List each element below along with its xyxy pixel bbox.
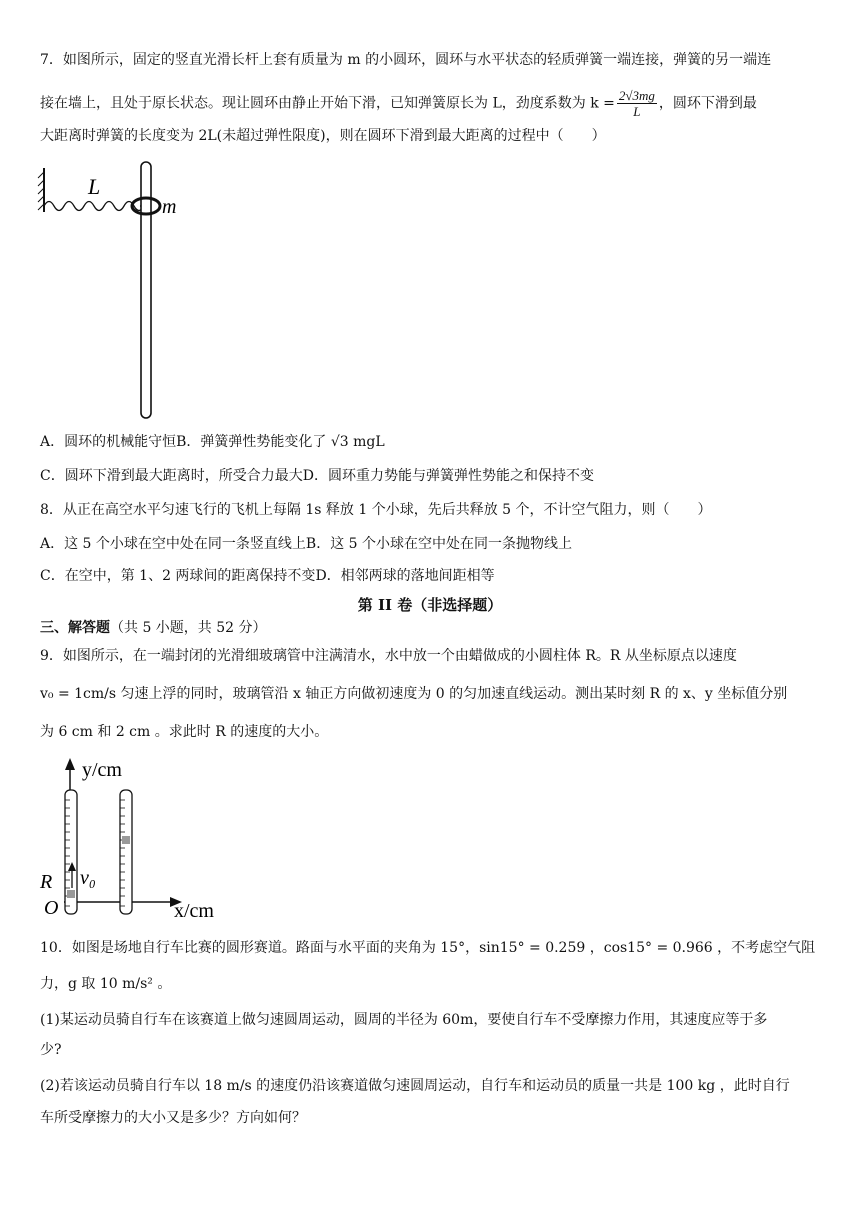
- spring-length-label: L: [88, 174, 101, 199]
- q7-stem-line-3: 大距离时弹簧的长度变为 2L(未超过弹性限度)，则在圆环下滑到最大距离的过程中（ ）: [40, 128, 606, 144]
- q10-part2-line-1: (2)若该运动员骑自行车以 18 m/s 的速度仍沿该赛道做匀速圆周运动，自行车和运动员的质量一共是 100 kg ，此时自行: [40, 1078, 790, 1094]
- q7-option-c: C．圆环下滑到最大距离时，所受合力最大: [40, 468, 303, 484]
- q10-stem-line-1: 10．如图是场地自行车比赛的圆形赛道。路面与水平面的夹角为 15°，sin15° = 0.259 ，cos15° = 0.966 ，不考虑空气阻: [40, 940, 816, 956]
- k-denominator: L: [633, 104, 641, 119]
- q10-part1-line-2: 少?: [40, 1042, 62, 1058]
- q10-stem-line-2: 力，g 取 10 m/s² 。: [40, 976, 172, 992]
- section-heading: [40, 618, 267, 638]
- q7-option-a: A．圆环的机械能守恒: [40, 434, 177, 450]
- q8-options-ab: [40, 534, 572, 554]
- q8-option-c: C．在空中，第 1、2 两球间的距离保持不变: [40, 568, 316, 584]
- q7-ring-spring-figure: [36, 160, 206, 422]
- q10-part1-line-1: (1)某运动员骑自行车在该赛道上做匀速圆周运动，圆周的半径为 60m，要使自行车不受摩擦力作用，其速度应等于多: [40, 1012, 768, 1028]
- q9-glass-tube-figure: [36, 756, 236, 922]
- q7-stem-line-2: [40, 88, 757, 119]
- y-axis-arrow: [65, 758, 75, 770]
- q7-option-d: D．圆环重力势能与弹簧弹性势能之和保持不变: [302, 468, 594, 484]
- q7-stem-line-2-pre: 接在墙上，且处于原长状态。现让圆环由静止开始下滑，已知弹簧原长为 L，劲度系数为 k =: [40, 95, 615, 112]
- q7-stem-line-1: 7．如图所示，固定的竖直光滑长杆上套有质量为 m 的小圆环，圆环与水平状态的轻质弹簧一端连接，弹簧的另一端连: [40, 52, 772, 68]
- q9-stem-line-2: v₀ = 1cm/s 匀速上浮的同时，玻璃管沿 x 轴正方向做初速度为 0 的匀加速直线运动。测出某时刻 R 的 x、y 坐标值分别: [40, 686, 788, 702]
- x-axis-label: x/cm: [174, 900, 214, 922]
- q7-option-b: B．弹簧弹性势能变化了 √3 mgL: [176, 434, 385, 450]
- q9-stem-line-1: 9．如图所示，在一端封闭的光滑细玻璃管中注满清水，水中放一个由蜡做成的小圆柱体 R。R 从坐标原点以速度: [40, 648, 737, 664]
- q8-option-d: D．相邻两球的落地间距相等: [315, 568, 495, 584]
- spring-coil: [44, 202, 144, 211]
- section-title: 第 II 卷（非选择题）: [357, 596, 503, 614]
- q10-part2-line-2: 车所受摩擦力的大小又是多少？方向如何？: [40, 1110, 306, 1126]
- k-numerator: 2√3mg: [618, 88, 655, 103]
- q8-option-b: B．这 5 个小球在空中处在同一条抛物线上: [305, 536, 573, 552]
- section-heading-rest: （共 5 小题，共 52 分）: [110, 620, 267, 636]
- vertical-rod: [141, 162, 151, 418]
- origin-label: O: [44, 897, 59, 919]
- q7-options-ab: [40, 432, 385, 452]
- wax-cylinder-label: R: [40, 871, 53, 893]
- q7-options-cd: [40, 466, 594, 486]
- q8-options-cd: [40, 566, 495, 586]
- y-axis-label: y/cm: [82, 759, 122, 781]
- glass-tube-moved: [120, 790, 132, 914]
- q8-option-a: A．这 5 个小球在空中处在同一条竖直线上: [40, 536, 306, 552]
- wax-cylinder-moved: [122, 836, 130, 844]
- q7-stem-line-2-post: ，圆环下滑到最: [658, 95, 757, 112]
- ring-mass-label: m: [162, 196, 177, 218]
- wax-cylinder-initial: [67, 890, 75, 898]
- q9-stem-line-3: 为 6 cm 和 2 cm 。求此时 R 的速度的大小。: [40, 724, 329, 740]
- velocity-label: v₀: [80, 867, 96, 889]
- q8-stem: 8．从正在高空水平匀速飞行的飞机上每隔 1s 释放 1 个小球，先后共释放 5 个，不计空气阻力，则（ ）: [40, 502, 712, 518]
- section-heading-bold: 三、解答题: [40, 620, 110, 636]
- spring-constant-fraction: [617, 88, 657, 119]
